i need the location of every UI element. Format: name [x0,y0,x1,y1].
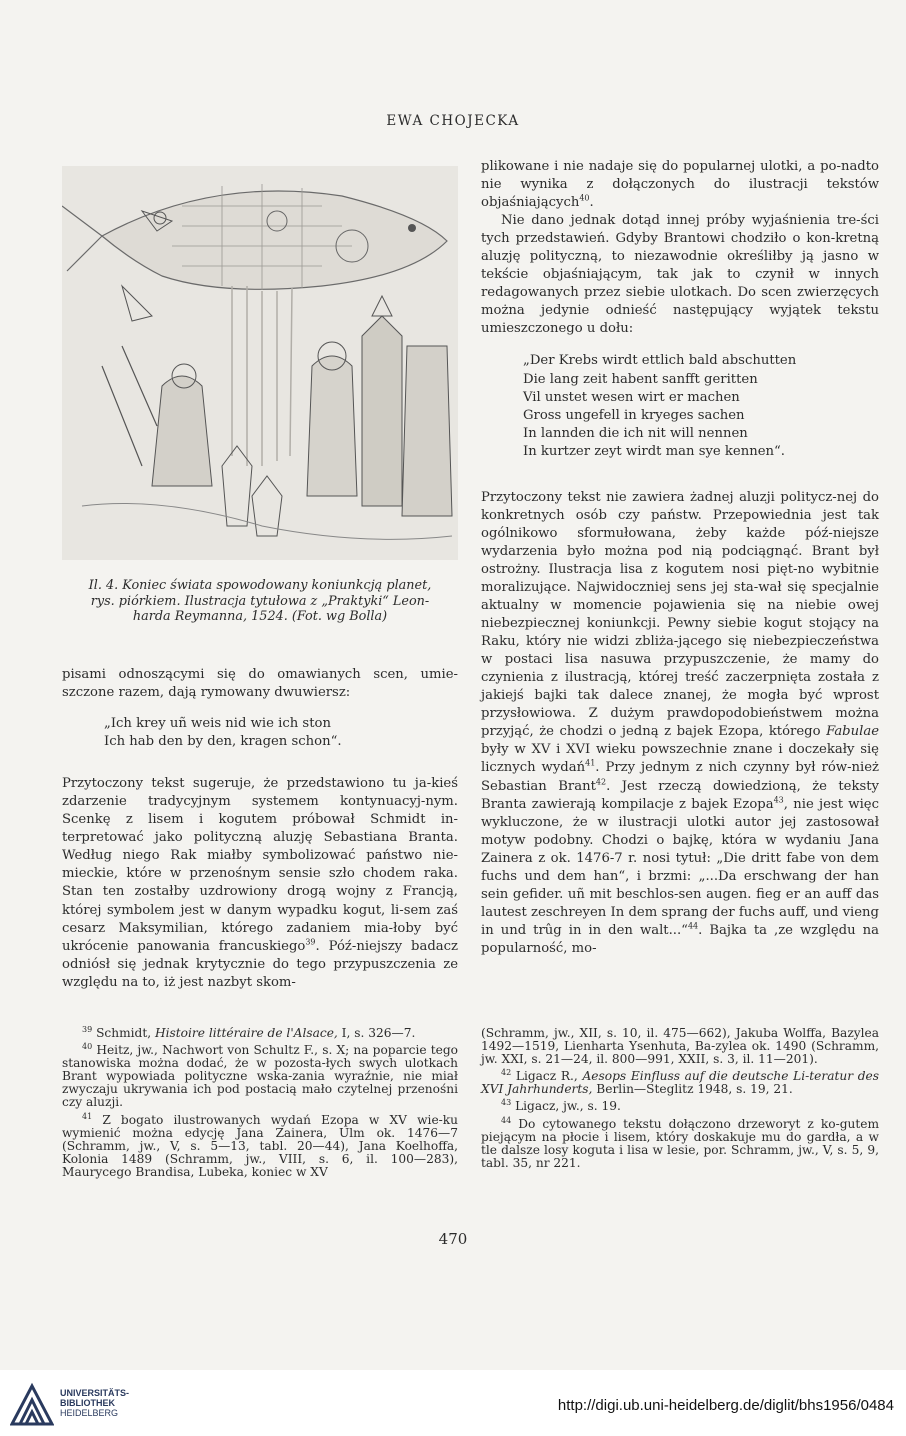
paragraph-text: . Jest rzeczą dowiedzioną, że teksty Branta zawierają kompilacje z bajek Ezopa [481,778,879,812]
verse-line: Vil unstet wesen wirt er machen [523,389,740,405]
paragraph-text: Przytoczony tekst nie zawiera żadnej aluzji politycz-nej do konkretnych osób czy państw. Przepowiednia jest tak ogólnikowo sformułowana, żeby każde póź-niejsze wydarzenia było można pod nią podciągnąć. Brant był ostrożny. Ilustracja lisa z kogutem nosi pięt-no wybitnie moralizujące. Najwidoczniej sens jej sta-wał się specjalnie aktualny w momencie pojawienia się na niebie owej niebezpiecznej koniunkcji. Pewny siebie kogut stojący na Raku, który nie widzi zbliża-jącego się niebezpieczeństwa w postaci lisa nasuwa przypuszczenie, że mamy do czynienia z ilustracją, której treść zaczerpnięta została z jakiejś bajki tak dalece znanej, że mogła być wprost przysłowiowa. Z dużym prawdopodobieństwem można przyjąć, że chodzi o jedną z bajek Ezopa, którego [481,489,879,740]
footnote-text: Berlin—Steglitz 1948, s. 19, 21. [592,1082,793,1097]
library-name-line: UNIVERSITÄTS- [60,1388,130,1398]
footnote-number: 42 [501,1068,512,1078]
footnote-number: 41 [82,1111,93,1121]
paragraph-text: były w XV i XVI wieku powszechnie znane i doczekały się licznych wydań [481,742,879,776]
figure-caption [62,578,458,625]
paragraph-text: . Póź-niejszy badacz odniósł się jednak krytycznie do tego przypuszczenia ze względu na to, iż jest nazbyt skom- [62,938,458,990]
caption-line: Il. 4. Koniec świata spowodowany koniunkcją planet, [88,578,432,593]
footnote-number: 40 [82,1042,93,1052]
footnote [62,1111,459,1179]
footnote-continued: (Schramm, jw., XII, s. 10, il. 475—662), Jakuba Wolffa, Bazylea 1492—1519, Lienharta Ysenhuta, Ba-zylea ok. 1490 (Schramm, jw. XXI, s. 21—24, il. 800—991, XXII, s. 3, il. 11—201). [481,1026,879,1067]
footnote [62,1024,458,1040]
permalink-url[interactable]: http://digi.ub.uni-heidelberg.de/diglit/bhs1956/0484 [557,1397,894,1414]
page-number: 470 [438,1230,468,1248]
paragraph-text: . Bajka ta ,ze względu na popularność, mo- [481,922,879,956]
left-column-text [62,666,458,992]
footnote-ref: 40 [579,193,590,203]
right-column-text [481,158,879,958]
footnotes-left [62,1024,459,1179]
verse-line: „Der Krebs wirdt ettlich bald abschutten [523,353,797,369]
paragraph: pisami odnoszącymi się do omawianych scen, umie-szczone razem, dają rymowany dwuwiersz: [62,667,458,701]
caption-line: harda Reymanna, 1524. (Fot. wg Bolla) [132,609,388,624]
paragraph-text: . [589,195,594,211]
verse-line: Ich hab den by den, kragen schon“. [104,734,342,750]
running-header: EWA CHOJECKA [386,113,520,129]
verse-line: „Ich krey uñ weis nid wie ich ston [104,716,331,732]
library-name-line: BIBLIOTHEK [60,1398,115,1408]
footnote-ref: 43 [773,795,784,805]
library-footer [0,1370,906,1436]
paragraph-text: Przytoczony tekst sugeruje, że przedstawiono tu ja-kieś zdarzenie tradycyjnym systemem kontynuacyj-nym. Scenkę z lisem i kogutem próbował Schmidt in-terpretować jako polityczną aluzję Sebastiana Branta. Według niego Rak miałby symbolizować państwo nie-mieckie, które w przenośnym sensie szło chodem raka. Stan ten zostałby uzdrowiony drogą wojny z Francją, której symbolem jest w danym wypadku kogut, li-sem zaś cesarz Maksymilian, którego zadaniem mia-łoby być ukrócenie panowania francuskiego [62,776,458,954]
italic-title: Fabulae [826,724,879,740]
footnote-italic: Histoire littéraire de l'Alsace, [155,1026,338,1040]
footnote-number: 44 [501,1115,512,1125]
footnote-ref: 42 [595,777,607,787]
illustration [62,166,458,560]
footnote-text: Schmidt, [96,1026,155,1040]
footnote-number: 39 [82,1024,93,1034]
footnote-number: 43 [501,1098,512,1108]
footnote-italic: Aesops Einfluss auf die deutsche Li-teratur des XVI Jahrhunderts, [481,1069,879,1097]
footnotes-right [481,1027,879,1170]
footnote-ref: 39 [305,937,316,947]
paragraph-text: , nie jest więc wykluczone, że w ilustracji ulotki autor jej zastosował motyw podobny. Chodzi o bajkę, która w wydaniu Jana Zainera z ok. 1476-7 r. nosi tytuł: „Die dritt fabe von dem fuchs und dem han“, i brzmi: „...Da erschwang der han sein gefider. uñ mit beschlos-sen augen. fieg er an auff das lautest zeschreyen In dem sprang der fuchs auff, und vieng in und trûg in in den walt...“ [481,796,879,938]
footnote-text: Z bogato ilustrowanych wydań Ezopa w XV wie-ku wymienić można edycję Jana Zainera, Ulm ok. 1476—7 (Schramm, jw., V, s. 5—13, tabl. 20—44), Jana Koelhoffa, Kolonia 1489 (Schramm, jw., VIII, s. 6, il. 100—283), Maurycego Brandisa, Lubeka, koniec w XV [62,1112,459,1179]
footnote-ref: 44 [687,921,699,931]
verse-line: In lannden die ich nit will nennen [523,425,748,441]
illustration-drawing [62,166,458,560]
footnote-text: Ligacz R., [515,1069,583,1084]
footnote [481,1070,879,1096]
verse-line: Gross ungefell in kryeges sachen [523,407,745,423]
paragraph [481,158,879,212]
footnote [62,1044,458,1109]
footnote-ref: 41 [585,759,596,769]
verse-line: In kurtzer zeyt wirdt man sye kennen“. [523,443,785,459]
library-name[interactable] [60,1388,129,1418]
verse-line: Die lang zeit habent sanfft geritten [523,371,758,387]
footnote-text: Do cytowanego tekstu dołączono drzeworyt z ko-gutem piejącym na płocie i lisem, który doskakuje mu do gardła, a w tle dalsze losy koguta i lisa w lesie, por. Schramm, jw., V, s. 5, 9, tabl. 35, nr 221. [481,1116,880,1170]
footnote-text: Ligacz, jw., s. 19. [515,1099,621,1114]
footnote-text: I, s. 326—7. [337,1026,416,1040]
library-logo-icon[interactable] [10,1382,54,1426]
paragraph-text: plikowane i nie nadaje się do popularnej ulotki, a po-nadto nie wynika z dołączonych do ilustracji tekstów objaśniających [481,159,879,211]
library-name-line: HEIDELBERG [60,1408,119,1418]
paragraph: Nie dano jednak dotąd innej próby wyjaśnienia tre-ści tych przedstawień. Gdyby Brantowi chodziło o kon-kretną aluzję polityczną, to niezawodnie określiłby ją jasno w tekście objaśniającym, tak jak to czynił w innych redagowanych przez siebie ulotkach. Do scen zwierzęcych można jedynie odnieść następujący wyjątek tekstu umieszczonego u dołu: [481,213,879,337]
footnote [481,1115,880,1170]
paragraph [481,489,879,958]
caption-line: rys. piórkiem. Ilustracja tytułowa z „Praktyki“ Leon- [90,593,430,609]
paragraph-text: . Przy jednym z nich czynny był rów-nież Sebastian Brant [481,760,879,794]
paragraph [62,775,458,992]
footnote-text: Heitz, jw., Nachwort von Schultz F., s. X; na poparcie tego stanowiska można dodać, że w pozosta-łych swych ulotkach Brant wypowiada polityczne wska-zania wyraźnie, nie miał zwyczaju ukrywania ich pod postacią mało czytelnej przenośni czy aluzji. [62,1043,459,1110]
footnote [481,1100,879,1113]
